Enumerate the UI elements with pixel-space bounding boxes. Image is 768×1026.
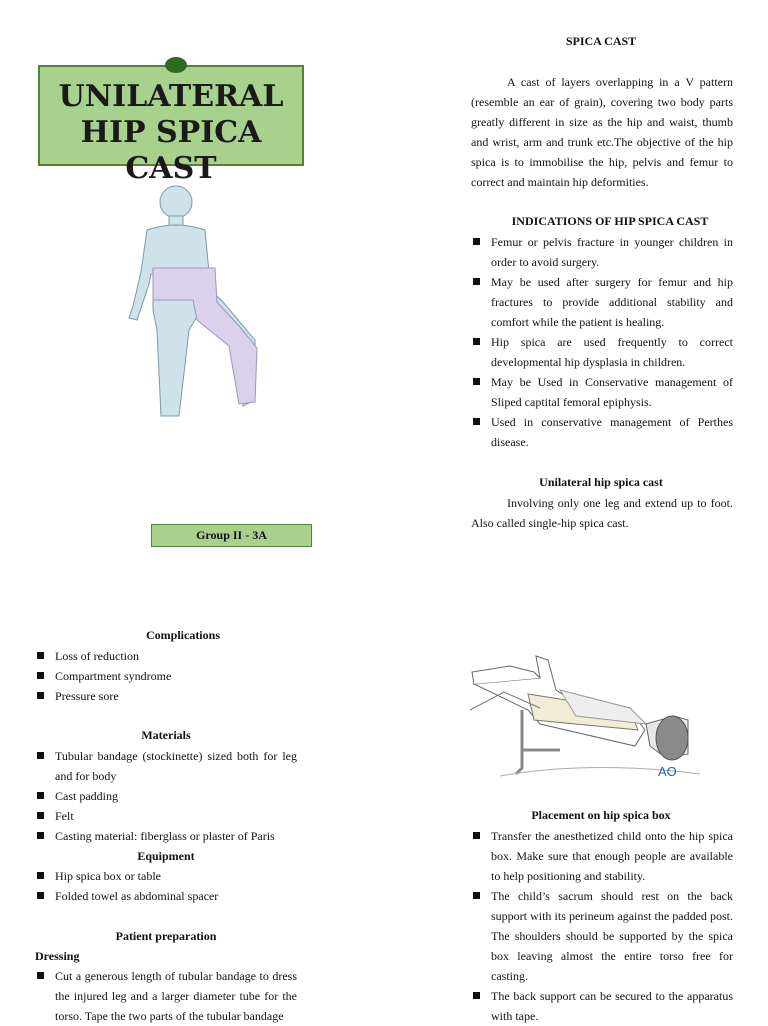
title-line-1: UNILATERAL	[58, 79, 284, 114]
list-item: Cut a generous length of tubular bandage to dress the injured leg and a larger diameter tube for the torso. Tape the two parts of the tubular bandage	[35, 966, 297, 1026]
complications-heading: Complications	[145, 628, 220, 642]
list-item: Transfer the anesthetized child onto the hip spica box. Make sure that enough people are available to help positioning and stability.	[471, 826, 733, 886]
list-item: Casting material: fiberglass or plaster of Paris	[35, 826, 297, 846]
list-item: The child’s sacrum should rest on the back support with its perineum against the padded post. The shoulders should be supported by the spica box leaving almost the entire torso free for casting.	[471, 886, 733, 986]
materials-heading: Materials	[141, 728, 191, 742]
unilateral-heading: Unilateral hip spica cast	[539, 475, 663, 489]
equipment-list	[35, 866, 297, 906]
equipment-heading: Equipment	[137, 849, 195, 863]
list-item: Femur or pelvis fracture in younger children in order to avoid surgery.	[471, 232, 733, 272]
indications-heading: INDICATIONS OF HIP SPICA CAST	[511, 214, 709, 228]
list-item: Hip spica are used frequently to correct developmental hip dysplasia in children.	[471, 332, 733, 372]
dressing-list	[35, 966, 297, 1026]
spica-cast-text: A cast of layers overlapping in a V pattern (resemble an ear of grain), covering two body parts greatly different in size as the hip and waist, thumb and wrist, arm and trunk etc.The objective of the hip spica is to immobilise the hip, pelvis and femur to correct and maintain hip deformities.	[471, 75, 733, 189]
spica-cast-heading: SPICA CAST	[565, 34, 637, 48]
list-item: Felt	[35, 806, 297, 826]
materials-list	[35, 746, 297, 846]
patient-prep-heading: Patient preparation	[115, 929, 217, 943]
unilateral-text: Involving only one leg and extend up to foot. Also called single-hip spica cast.	[471, 496, 733, 530]
list-item: Tubular bandage (stockinette) sized both for leg and for body	[35, 746, 297, 786]
list-item: May be used after surgery for femur and hip fractures to provide additional stability and comfort while the patient is healing.	[471, 272, 733, 332]
group-label: Group II - 3A	[151, 524, 312, 547]
ao-logo: AO	[658, 764, 677, 779]
indications-list	[471, 232, 733, 452]
list-item: Loss of reduction	[35, 646, 297, 666]
title-box	[38, 65, 304, 186]
pin-icon	[165, 57, 187, 73]
list-item: Cast padding	[35, 786, 297, 806]
list-item: May be Used in Conservative management of Sliped captital femoral epiphysis.	[471, 372, 733, 412]
list-item: Folded towel as abdominal spacer	[35, 886, 297, 906]
title-line-2: HIP SPICA CAST	[80, 115, 262, 186]
list-item: Compartment syndrome	[35, 666, 297, 686]
spica-box-illustration	[470, 650, 700, 785]
placement-heading: Placement on hip spica box	[531, 808, 671, 822]
dressing-heading: Dressing	[35, 949, 80, 963]
list-item: The back support can be secured to the apparatus with tape.	[471, 986, 733, 1026]
list-item: Pressure sore	[35, 686, 297, 706]
complications-list	[35, 646, 297, 706]
list-item: Hip spica box or table	[35, 866, 297, 886]
hip-spica-figure	[105, 180, 285, 420]
list-item: Used in conservative management of Perthes disease.	[471, 412, 733, 452]
placement-list	[471, 826, 733, 1026]
